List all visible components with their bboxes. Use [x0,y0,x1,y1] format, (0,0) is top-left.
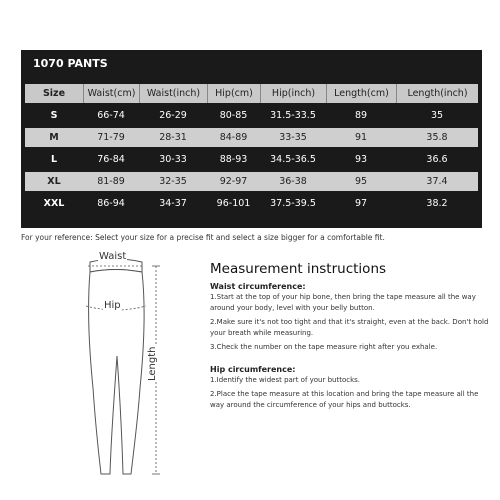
table-header-row [25,84,478,103]
measurement-instructions [210,261,492,414]
cell-waist-inch: 28-31 [139,128,207,147]
size-chart-table [25,81,478,216]
cell-length-cm: 97 [326,194,396,213]
cell-size: L [25,150,83,169]
leggings-diagram [68,248,168,488]
cell-hip-inch: 31.5-33.5 [260,106,326,125]
table-row [25,172,478,191]
cell-length-inch: 38.2 [396,194,478,213]
cell-hip-inch: 37.5-39.5 [260,194,326,213]
cell-length-inch: 35.8 [396,128,478,147]
header-length-inch: Length(inch) [396,84,478,103]
cell-hip-inch: 36-38 [260,172,326,191]
cell-length-inch: 36.6 [396,150,478,169]
cell-waist-cm: 76-84 [83,150,139,169]
cell-size: S [25,106,83,125]
cell-hip-cm: 88-93 [207,150,260,169]
cell-waist-cm: 81-89 [83,172,139,191]
reference-note: For your reference: Select your size for a precise fit and select a size bigger for a comfortable fit. [21,233,385,242]
cell-hip-inch: 34.5-36.5 [260,150,326,169]
table-row [25,106,478,125]
cell-hip-cm: 96-101 [207,194,260,213]
cell-length-cm: 89 [326,106,396,125]
hip-step-1: 1.Identify the widest part of your buttocks. [210,376,361,384]
table-row [25,194,478,213]
hip-heading: Hip circumference: [210,365,296,374]
header-waist-inch: Waist(inch) [139,84,207,103]
waist-label: Waist [99,251,127,262]
size-chart-panel [21,50,482,228]
cell-hip-cm: 92-97 [207,172,260,191]
cell-length-inch: 35 [396,106,478,125]
cell-waist-cm: 71-79 [83,128,139,147]
cell-length-cm: 95 [326,172,396,191]
cell-waist-inch: 34-37 [139,194,207,213]
waist-step-3: 3.Check the number on the tape measure right after you exhale. [210,343,438,351]
table-row [25,150,478,169]
cell-waist-cm: 86-94 [83,194,139,213]
hip-label: Hip [104,300,121,311]
waist-heading: Waist circumference: [210,282,306,291]
instructions-title: Measurement instructions [210,261,387,277]
cell-length-cm: 93 [326,150,396,169]
size-chart-title: 1070 PANTS [33,57,108,70]
cell-waist-inch: 30-33 [139,150,207,169]
cell-hip-cm: 80-85 [207,106,260,125]
header-hip-inch: Hip(inch) [260,84,326,103]
hip-step-2: 2.Place the tape measure at this location and bring the tape measure all the way around the circumference of your hips and buttocks. [210,390,479,409]
header-hip-cm: Hip(cm) [207,84,260,103]
cell-length-inch: 37.4 [396,172,478,191]
cell-size: XXL [25,194,83,213]
waist-step-2: 2.Make sure it's not too tight and that it's straight, even at the back. Don't hold your breath while measuring. [210,318,489,337]
cell-waist-cm: 66-74 [83,106,139,125]
table-row [25,128,478,147]
header-length-cm: Length(cm) [326,84,396,103]
cell-hip-inch: 33-35 [260,128,326,147]
header-size: Size [25,84,83,103]
header-waist-cm: Waist(cm) [83,84,139,103]
waist-step-1: 1.Start at the top of your hip bone, then bring the tape measure all the way around your body, level with your belly button. [210,293,476,312]
cell-size: M [25,128,83,147]
cell-length-cm: 91 [326,128,396,147]
cell-waist-inch: 32-35 [139,172,207,191]
cell-size: XL [25,172,83,191]
length-label: Length [147,346,158,381]
cell-hip-cm: 84-89 [207,128,260,147]
cell-waist-inch: 26-29 [139,106,207,125]
